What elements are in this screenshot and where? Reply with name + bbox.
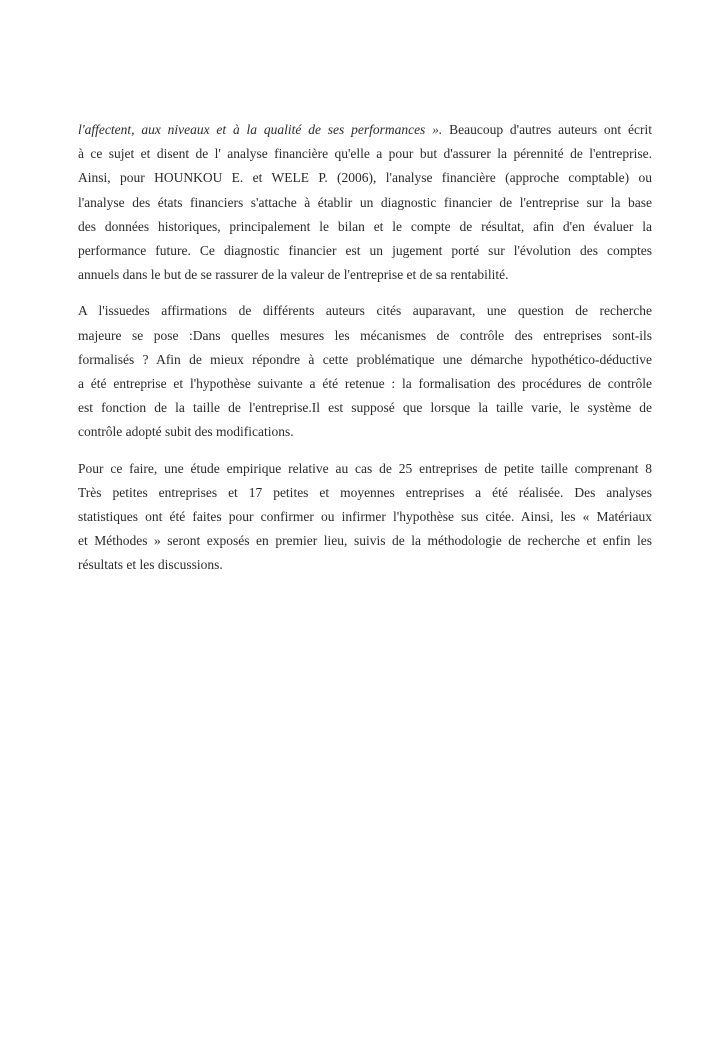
text-line: statistiques ont été faites pour confirmer ou infirmer l'hypothèse sus citée. Ainsi, les « Matériaux (78, 509, 652, 525)
paragraph-2 (78, 299, 652, 444)
text-line: l'analyse des états financiers s'attache à établir un diagnostic financier de l'entreprise sur la base (78, 194, 652, 210)
text-line: formalisés ? Afin de mieux répondre à cette problématique une démarche hypothético-déductive (78, 351, 652, 367)
text-line (78, 118, 652, 142)
text-line: Pour ce faire, une étude empirique relative au cas de 25 entreprises de petite taille comprenant 8 (78, 460, 652, 476)
text-line: résultats et les discussions. (78, 557, 223, 573)
text-segment: Beaucoup d'autres auteurs ont écrit (442, 122, 652, 137)
text-line: contrôle adopté subit des modifications. (78, 424, 294, 440)
text-line: est fonction de la taille de l'entreprise.Il est supposé que lorsque la taille varie, le système de (78, 400, 652, 416)
text-line: majeure se pose :Dans quelles mesures les mécanismes de contrôle des entreprises sont-ils (78, 327, 652, 343)
paragraph-1 (78, 118, 652, 287)
paragraph-3 (78, 457, 652, 578)
italic-quote-end: l'affectent, aux niveaux et à la qualité de ses performances ». (78, 122, 443, 137)
text-line: a été entreprise et l'hypothèse suivante a été retenue : la formalisation des procédures de contrôle (78, 376, 652, 392)
text-line: et Méthodes » seront exposés en premier lieu, suivis de la méthodologie de recherche et enfin les (78, 533, 652, 549)
text-line: annuels dans le but de se rassurer de la valeur de l'entreprise et de sa rentabilité. (78, 267, 509, 283)
text-line: à ce sujet et disent de l' analyse financière qu'elle a pour but d'assurer la pérennité de l'entreprise. (78, 146, 652, 162)
text-line: A l'issuedes affirmations de différents auteurs cités auparavant, une question de recherche (78, 303, 652, 319)
text-line: performance future. Ce diagnostic financier est un jugement porté sur l'évolution des comptes (78, 243, 652, 259)
text-line: Ainsi, pour HOUNKOU E. et WELE P. (2006), l'analyse financière (approche comptable) ou (78, 170, 652, 186)
text-line: Très petites entreprises et 17 petites et moyennes entreprises a été réalisée. Des analyses (78, 484, 652, 500)
text-line: des données historiques, principalement le bilan et le compte de résultat, afin d'en évaluer la (78, 218, 652, 234)
body-text (78, 118, 652, 590)
